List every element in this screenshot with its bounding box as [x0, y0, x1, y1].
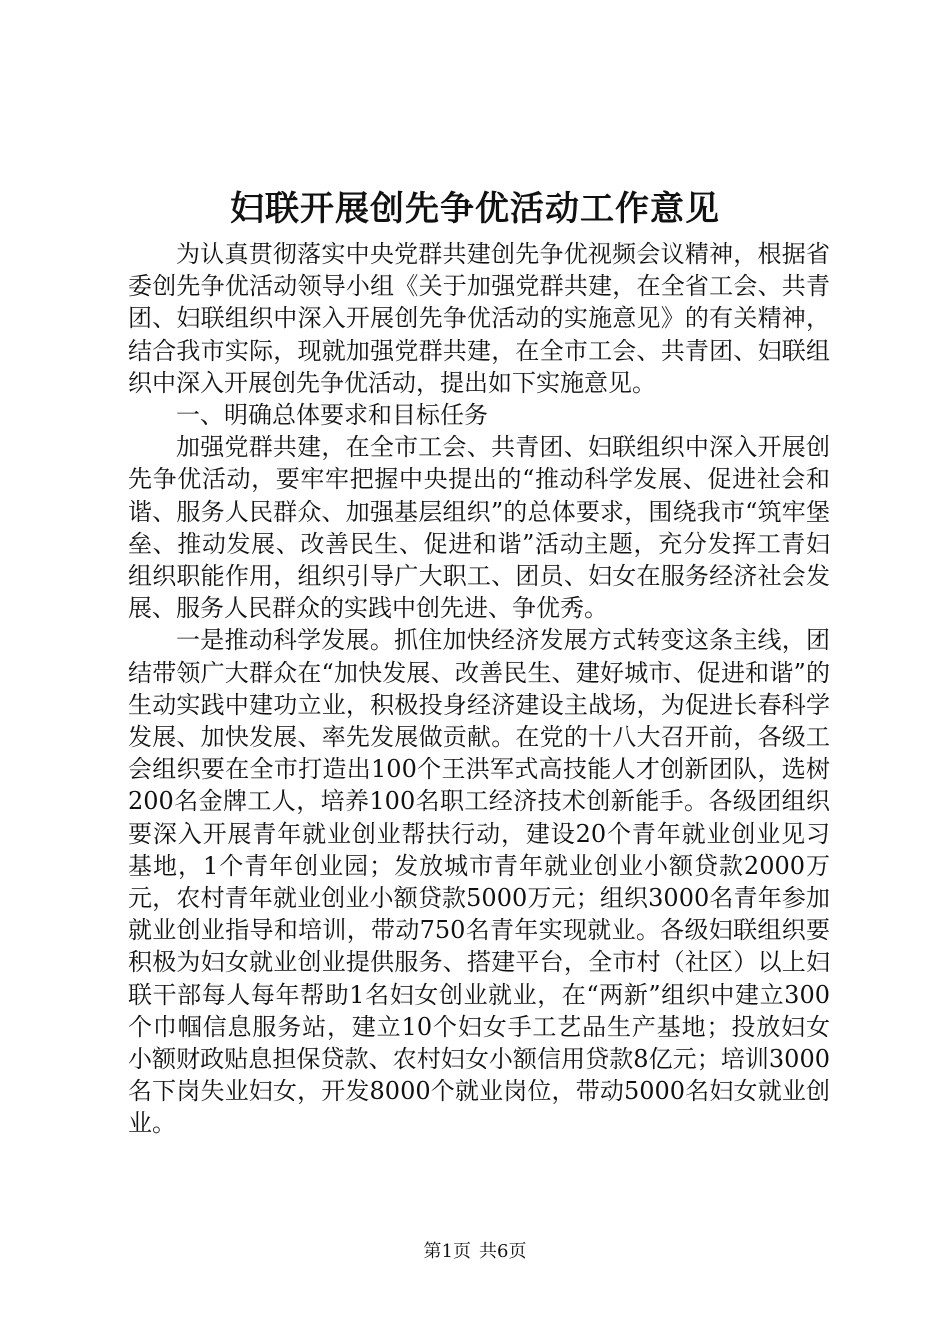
document-body	[128, 238, 830, 1140]
page-count: 共6页	[479, 1241, 527, 1262]
page-number: 第1页	[423, 1241, 471, 1262]
intro-paragraph: 为认真贯彻落实中央党群共建创先争优视频会议精神，根据省委创先争优活动领导小组《关于加强党群共建，在全省工会、共青团、妇联组织中深入开展创先争优活动的实施意见》的有关精神，结合我市实际，现就加强党群共建，在全市工会、共青团、妇联组织中深入开展创先争优活动，提出如下实施意见。	[128, 240, 830, 397]
section-heading: 一、明确总体要求和目标任务	[176, 401, 488, 430]
requirements-paragraph: 加强党群共建，在全市工会、共青团、妇联组织中深入开展创先争优活动，要牢牢把握中央提出的“推动科学发展、促进社会和谐、服务人民群众、加强基层组织”的总体要求，围绕我市“筑牢堡垒、推动发展、改善民生、促进和谐”活动主题，充分发挥工青妇组织职能作用，组织引导广大职工、团员、妇女在服务经济社会发展、服务人民群众的实践中创先进、争优秀。	[128, 433, 830, 623]
page-footer	[0, 1240, 950, 1264]
development-paragraph: 一是推动科学发展。抓住加快经济发展方式转变这条主线，团结带领广大群众在“加快发展、改善民生、建好城市、促进和谐”的生动实践中建功立业，积极投身经济建设主战场，为促进长春科学发展、加快发展、率先发展做贡献。在党的十八大召开前，各级工会组织要在全市打造出100个王洪军式高技能人才创新团队，选树200名金牌工人，培养100名职工经济技术创新能手。各级团组织要深入开展青年就业创业帮扶行动，建设20个青年就业创业见习基地，1个青年创业园；发放城市青年就业创业小额贷款2000万元，农村青年就业创业小额贷款5000万元；组织3000名青年参加就业创业指导和培训，带动750名青年实现就业。各级妇联组织要积极为妇女就业创业提供服务、搭建平台，全市村（社区）以上妇联干部每人每年帮助1名妇女创业就业，在“两新”组织中建立300个巾帼信息服务站，建立10个妇女手工艺品生产基地；投放妇女小额财政贴息担保贷款、农村妇女小额信用贷款8亿元；培训3000名下岗失业妇女，开发8000个就业岗位，带动5000名妇女就业创业。	[128, 626, 830, 1138]
document-title: 妇联开展创先争优活动工作意见	[230, 189, 720, 229]
